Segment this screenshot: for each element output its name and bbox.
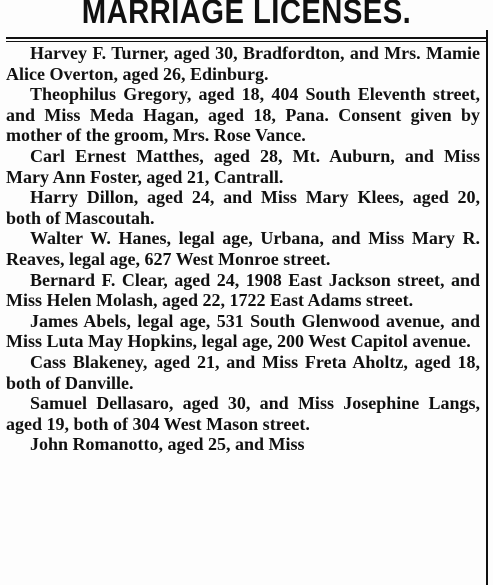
section-heading: MARRIAGE LICENSES. xyxy=(81,0,412,31)
license-entry: Walter W. Hanes, legal age, Urbana, and Miss Mary R. Reaves, legal age, 627 West Monroe street. xyxy=(6,228,480,269)
license-entry: Cass Blakeney, aged 21, and Miss Freta Aholtz, aged 18, both of Danville. xyxy=(6,351,480,393)
license-entry: John Romanotto, aged 25, and Miss xyxy=(30,434,305,455)
heading-rule xyxy=(6,37,486,39)
heading-rule-thin xyxy=(6,41,486,42)
license-entry: Bernard F. Clear, aged 24, 1908 East Jackson street, and Miss Helen Molash, aged 22, 1722 East Adams street. xyxy=(6,269,480,311)
license-entry: Theophilus Gregory, aged 18, 404 South Eleventh street, and Miss Meda Hagan, aged 18, Pana. Consent given by mother of the groom, Mrs. Rose Vance. xyxy=(6,84,480,146)
license-entry: Carl Ernest Matthes, aged 28, Mt. Auburn, and Miss Mary Ann Foster, aged 21, Cantrall. xyxy=(6,145,480,187)
license-entry: Samuel Dellasaro, aged 30, and Miss Josephine Langs, aged 19, both of 304 West Mason street. xyxy=(6,393,480,434)
license-entry: Harvey F. Turner, aged 30, Bradfordton, and Mrs. Mamie Alice Overton, aged 26, Edinburg. xyxy=(6,43,480,84)
license-entry: James Abels, legal age, 531 South Glenwood avenue, and Miss Luta May Hopkins, legal age, 200 West Capitol avenue. xyxy=(6,310,480,352)
license-entry: Harry Dillon, aged 24, and Miss Mary Klees, aged 20, both of Mascoutah. xyxy=(6,187,480,228)
column-border xyxy=(486,30,488,585)
license-list xyxy=(6,43,480,455)
